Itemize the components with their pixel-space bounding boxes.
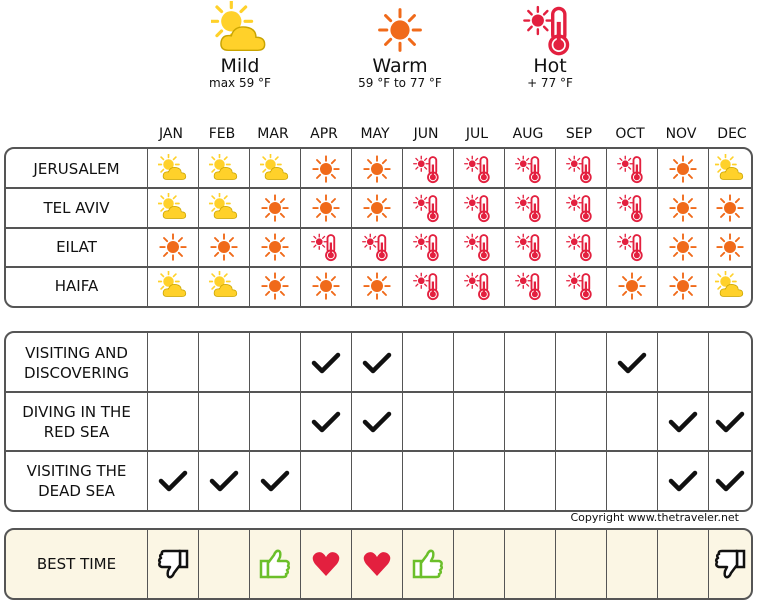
activity-cell: [198, 392, 249, 451]
activity-table: [4, 331, 753, 512]
city-cell: [351, 228, 402, 267]
sun-cloud-icon: [209, 154, 239, 184]
city-cell: [249, 149, 300, 188]
sun-icon: [362, 193, 392, 223]
sun-icon: [209, 232, 239, 262]
month-apr: APR: [310, 126, 338, 142]
thumbs-down-icon: [712, 546, 748, 582]
city-cell: [198, 149, 249, 188]
legend-warm: [320, 0, 480, 90]
activity-row: [6, 451, 751, 510]
legend-subtitle: max 59 °F: [209, 76, 271, 90]
sun-cloud-icon: [209, 271, 239, 301]
city-cell: [657, 267, 708, 306]
sun-cloud-icon: [158, 193, 188, 223]
checkmark-icon: [311, 351, 341, 375]
activity-cell: [504, 451, 555, 510]
month-may: MAY: [360, 126, 390, 142]
checkmark-icon: [362, 351, 392, 375]
city-name: EILAT: [56, 238, 97, 257]
city-cell: [249, 188, 300, 227]
city-cell: [453, 188, 504, 227]
best-time-table: [4, 528, 753, 600]
best-time-cell: [504, 530, 555, 598]
activity-cell: [402, 451, 453, 510]
city-cell: [249, 267, 300, 306]
activity-cell: [555, 333, 606, 392]
thermometer-sun-icon: [311, 232, 341, 262]
activity-cell: [657, 392, 708, 451]
best-time-label: BEST TIME: [36, 555, 117, 573]
activity-cell: [453, 333, 504, 392]
city-row: [6, 228, 751, 267]
city-cell: [504, 188, 555, 227]
sun-icon: [668, 232, 698, 262]
activity-cell: [708, 451, 751, 510]
activity-cell: [657, 333, 708, 392]
city-cell: [351, 188, 402, 227]
best-time-cell: [351, 530, 402, 598]
thermometer-sun-icon: [464, 271, 494, 301]
city-name: HAIFA: [54, 277, 99, 296]
city-cell: [351, 267, 402, 306]
checkmark-icon: [260, 469, 290, 493]
city-cell: [300, 149, 351, 188]
thermometer-sun-icon: [413, 271, 443, 301]
sun-icon: [311, 193, 341, 223]
best-time-cell: [300, 530, 351, 598]
sun-icon: [158, 232, 188, 262]
city-cell: [708, 188, 751, 227]
best-time-cell: [249, 530, 300, 598]
thermometer-sun-icon: [470, 0, 630, 60]
sun-icon: [311, 271, 341, 301]
sun-icon: [362, 154, 392, 184]
month-jul: JUL: [465, 126, 489, 142]
thumbs-up-icon: [410, 546, 446, 582]
sun-cloud-icon: [158, 271, 188, 301]
sun-icon: [311, 154, 341, 184]
city-cell: [300, 267, 351, 306]
month-dec: DEC: [717, 126, 747, 142]
sun-icon: [617, 271, 647, 301]
city-cell: [555, 267, 606, 306]
activity-cell: [351, 333, 402, 392]
heart-icon: [362, 550, 392, 578]
sun-icon: [715, 232, 745, 262]
best-time-cell: [657, 530, 708, 598]
thermometer-sun-icon: [566, 271, 596, 301]
city-row: [6, 188, 751, 227]
city-cell: [147, 149, 198, 188]
sun-icon: [668, 193, 698, 223]
city-cell: [453, 228, 504, 267]
activity-cell: [402, 392, 453, 451]
thermometer-sun-icon: [413, 232, 443, 262]
activity-cell: [300, 392, 351, 451]
thermometer-sun-icon: [617, 154, 647, 184]
thermometer-sun-icon: [515, 154, 545, 184]
city-cell: [606, 267, 657, 306]
city-name: TEL AVIV: [43, 198, 110, 217]
checkmark-icon: [158, 469, 188, 493]
activity-cell: [249, 392, 300, 451]
activity-cell: [504, 333, 555, 392]
city-row: [6, 149, 751, 188]
city-cell: [198, 228, 249, 267]
city-cell: [300, 188, 351, 227]
city-cell: [402, 228, 453, 267]
city-cell: [147, 267, 198, 306]
sun-cloud-icon: [715, 154, 745, 184]
city-cell: [657, 149, 708, 188]
activity-cell: [606, 392, 657, 451]
activity-cell: [606, 333, 657, 392]
city-cell: [453, 267, 504, 306]
legend-subtitle: + 77 °F: [527, 76, 573, 90]
activity-row: [6, 392, 751, 451]
month-aug: AUG: [512, 126, 544, 142]
legend-title: Warm: [372, 55, 428, 77]
city-name: JERUSALEM: [33, 159, 120, 178]
activity-cell: [504, 392, 555, 451]
activity-cell: [147, 333, 198, 392]
sun-cloud-icon: [160, 0, 320, 60]
thermometer-sun-icon: [413, 193, 443, 223]
activity-name: VISITING THE DEAD SEA: [26, 461, 127, 500]
activity-cell: [249, 451, 300, 510]
best-time-cell: [402, 530, 453, 598]
activity-cell: [555, 451, 606, 510]
month-jun: JUN: [413, 126, 439, 142]
city-row: [6, 267, 751, 306]
month-oct: OCT: [615, 126, 645, 142]
legend-title: Hot: [533, 55, 567, 77]
city-cell: [657, 188, 708, 227]
month-mar: MAR: [257, 126, 289, 142]
checkmark-icon: [668, 469, 698, 493]
activity-cell: [147, 451, 198, 510]
checkmark-icon: [668, 410, 698, 434]
activity-cell: [351, 392, 402, 451]
city-cell: [708, 267, 751, 306]
climate-table: [4, 147, 753, 308]
thumbs-down-icon: [155, 546, 191, 582]
thermometer-sun-icon: [617, 232, 647, 262]
city-cell: [606, 228, 657, 267]
sun-icon: [668, 154, 698, 184]
city-cell: [708, 228, 751, 267]
month-nov: NOV: [665, 126, 697, 142]
activity-cell: [198, 333, 249, 392]
legend-hot: [470, 0, 630, 90]
thermometer-sun-icon: [566, 232, 596, 262]
month-jan: JAN: [159, 126, 183, 142]
best-time-cell: [147, 530, 198, 598]
best-time-cell: [606, 530, 657, 598]
city-cell: [657, 228, 708, 267]
activity-row: [6, 333, 751, 392]
activity-cell: [453, 451, 504, 510]
city-cell: [555, 149, 606, 188]
city-cell: [453, 149, 504, 188]
activity-name: VISITING AND DISCOVERING: [24, 343, 129, 382]
sun-icon: [668, 271, 698, 301]
best-time-cell: [198, 530, 249, 598]
activity-cell: [300, 451, 351, 510]
thermometer-sun-icon: [464, 193, 494, 223]
thermometer-sun-icon: [617, 193, 647, 223]
heart-icon: [311, 550, 341, 578]
sun-icon: [260, 232, 290, 262]
checkmark-icon: [311, 410, 341, 434]
sun-cloud-icon: [158, 154, 188, 184]
legend-subtitle: 59 °F to 77 °F: [358, 76, 442, 90]
activity-cell: [657, 451, 708, 510]
best-time-cell: [453, 530, 504, 598]
city-cell: [708, 149, 751, 188]
checkmark-icon: [617, 351, 647, 375]
activity-cell: [708, 392, 751, 451]
sun-cloud-icon: [715, 271, 745, 301]
sun-icon: [362, 271, 392, 301]
city-cell: [504, 267, 555, 306]
city-cell: [555, 228, 606, 267]
sun-icon: [260, 271, 290, 301]
city-cell: [402, 149, 453, 188]
city-cell: [402, 188, 453, 227]
month-sep: SEP: [565, 126, 593, 142]
thermometer-sun-icon: [515, 232, 545, 262]
city-cell: [198, 188, 249, 227]
checkmark-icon: [209, 469, 239, 493]
city-cell: [606, 188, 657, 227]
city-cell: [300, 228, 351, 267]
city-cell: [351, 149, 402, 188]
thermometer-sun-icon: [413, 154, 443, 184]
city-cell: [147, 228, 198, 267]
thermometer-sun-icon: [362, 232, 392, 262]
thermometer-sun-icon: [566, 154, 596, 184]
thermometer-sun-icon: [464, 232, 494, 262]
sun-icon: [320, 0, 480, 60]
city-cell: [555, 188, 606, 227]
city-cell: [249, 228, 300, 267]
best-time-cell: [555, 530, 606, 598]
city-cell: [198, 267, 249, 306]
copyright-text: Copyright www.thetraveler.net: [570, 511, 739, 524]
activity-cell: [708, 333, 751, 392]
activity-cell: [453, 392, 504, 451]
thumbs-up-icon: [257, 546, 293, 582]
thermometer-sun-icon: [515, 193, 545, 223]
best-time-cell: [708, 530, 751, 598]
month-feb: FEB: [208, 126, 236, 142]
sun-icon: [260, 193, 290, 223]
city-cell: [147, 188, 198, 227]
checkmark-icon: [362, 410, 392, 434]
city-cell: [504, 228, 555, 267]
activity-cell: [351, 451, 402, 510]
sun-icon: [715, 193, 745, 223]
activity-name: DIVING IN THE RED SEA: [22, 402, 131, 441]
activity-cell: [147, 392, 198, 451]
checkmark-icon: [715, 469, 745, 493]
checkmark-icon: [715, 410, 745, 434]
sun-cloud-icon: [209, 193, 239, 223]
activity-cell: [249, 333, 300, 392]
activity-cell: [606, 451, 657, 510]
best-time-row: [6, 530, 751, 598]
sun-cloud-icon: [260, 154, 290, 184]
thermometer-sun-icon: [515, 271, 545, 301]
city-cell: [402, 267, 453, 306]
thermometer-sun-icon: [566, 193, 596, 223]
city-cell: [504, 149, 555, 188]
activity-cell: [402, 333, 453, 392]
city-cell: [606, 149, 657, 188]
legend-title: Mild: [220, 55, 260, 77]
thermometer-sun-icon: [464, 154, 494, 184]
activity-cell: [555, 392, 606, 451]
activity-cell: [300, 333, 351, 392]
activity-cell: [198, 451, 249, 510]
legend-mild: [160, 0, 320, 90]
